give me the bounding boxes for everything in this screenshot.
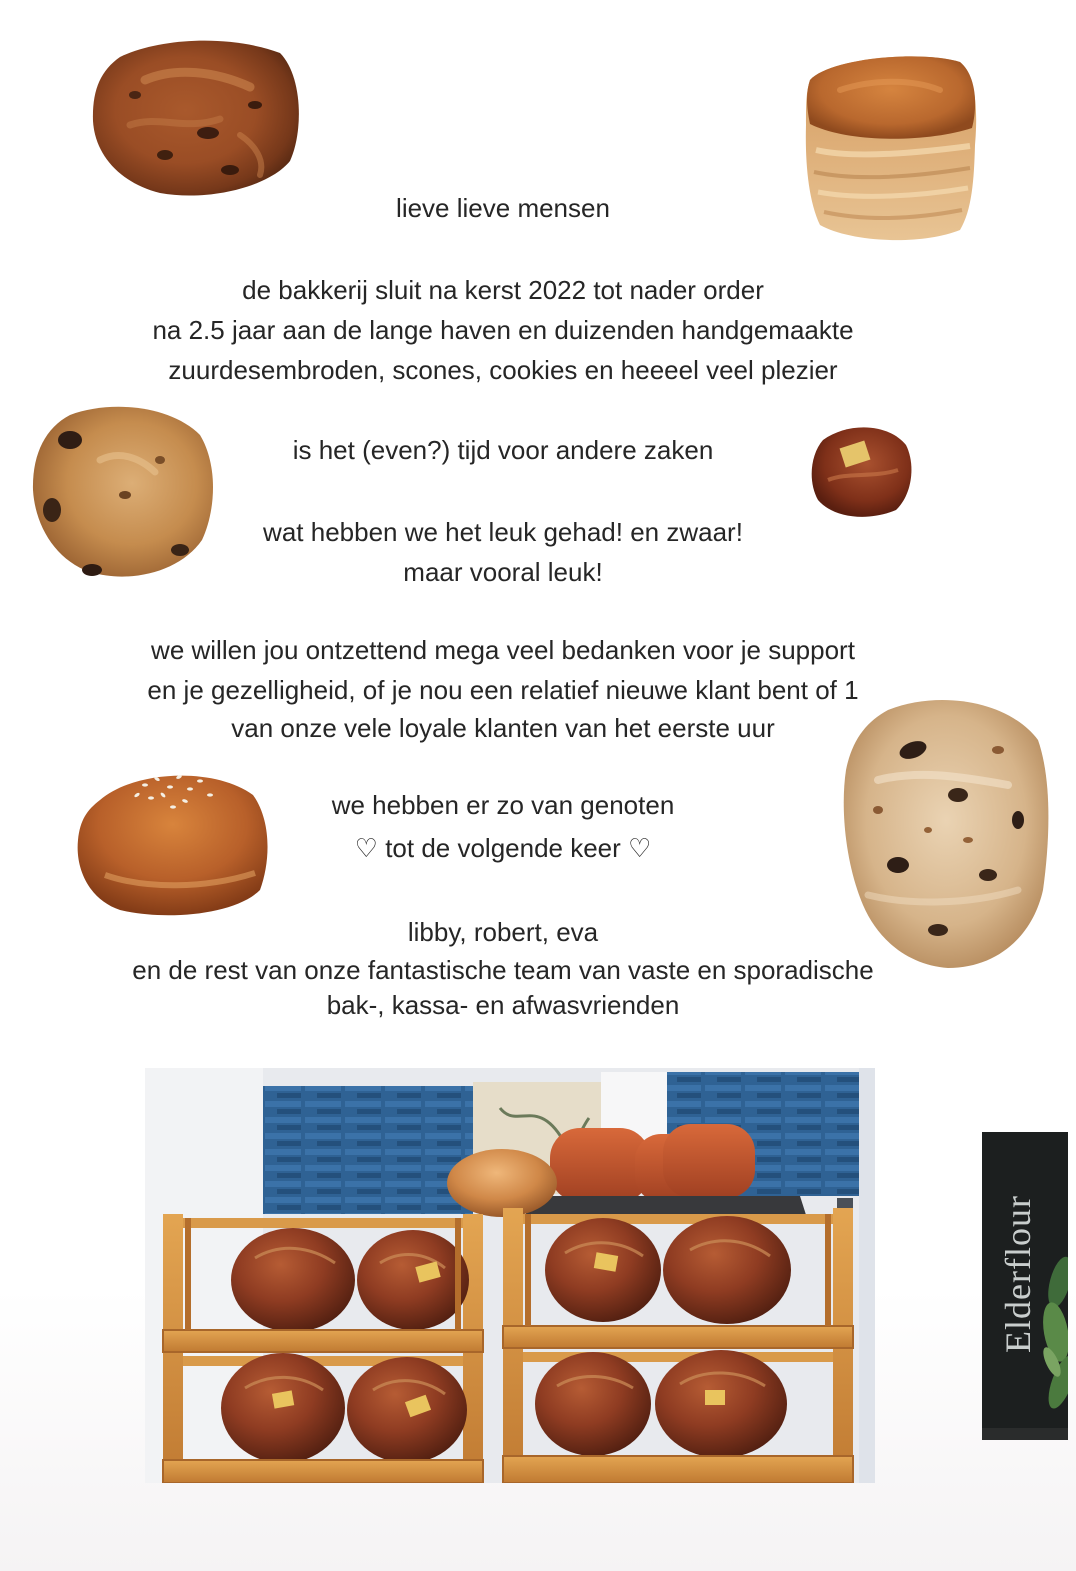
greeting: lieve lieve mensen xyxy=(396,193,610,223)
reflection-line: wat hebben we het leuk gehad! en zwaar! xyxy=(263,517,743,547)
reflection-line: maar vooral leuk! xyxy=(403,557,603,587)
thanks-line: we willen jou ontzettend mega veel bedanken voor je support xyxy=(151,635,855,665)
cookie-image xyxy=(30,400,217,582)
closing-line: we hebben er zo van genoten xyxy=(331,790,675,820)
thanks-line: van onze vele loyale klanten van het eerste uur xyxy=(231,713,775,743)
bakery-display-photo xyxy=(145,1068,875,1483)
thanks-line: en je gezelligheid, of je nou een relatief nieuwe klant bent of 1 xyxy=(147,675,859,705)
transition-line: is het (even?) tijd voor andere zaken xyxy=(292,435,714,465)
signature-line: en de rest van onze fantastische team van vaste en sporadische xyxy=(132,955,874,985)
announcement-line: zuurdesembroden, scones, cookies en heeeel veel plezier xyxy=(168,355,838,385)
signature-names: libby, robert, eva xyxy=(407,917,599,947)
announcement-line: de bakkerij sluit na kerst 2022 tot nader order xyxy=(242,275,764,305)
scone-image xyxy=(90,35,305,200)
closing-line: ♡ tot de volgende keer ♡ xyxy=(354,833,652,863)
elderflour-package xyxy=(982,1132,1068,1440)
package-brand-text: Elderflour xyxy=(998,1194,1039,1353)
announcement-line: na 2.5 jaar aan de lange haven en duizenden handgemaakte xyxy=(152,315,854,345)
signature-line: bak-, kassa- en afwasvrienden xyxy=(326,990,680,1020)
